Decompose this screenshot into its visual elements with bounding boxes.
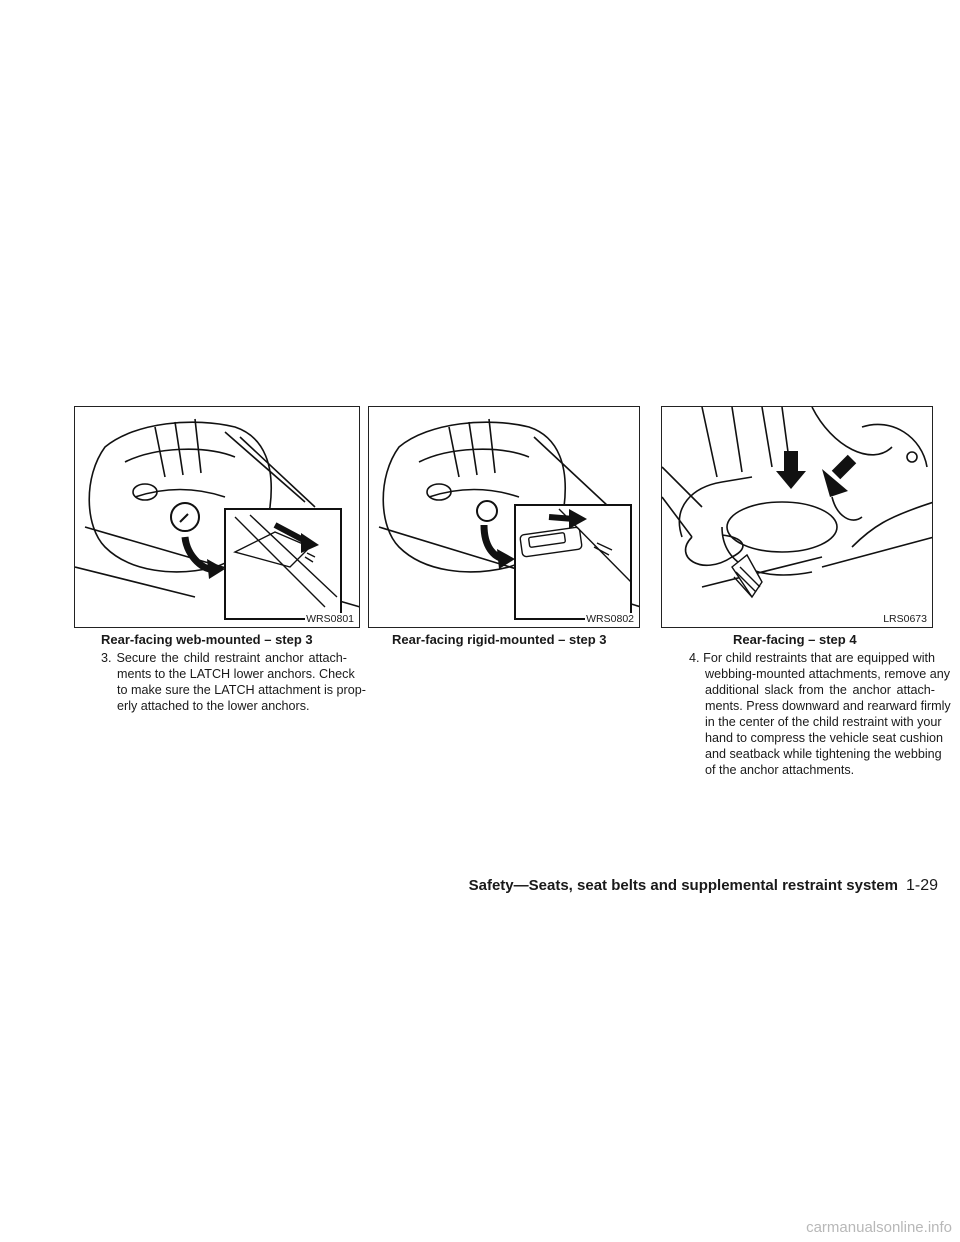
figure-code: LRS0673 [883, 613, 927, 625]
figure-code: WRS0801 [306, 613, 354, 625]
hands-press-child-seat-illustration [662, 407, 933, 628]
text-line: 4. For child restraints that are equipped with [689, 651, 935, 665]
figure-caption-step4: Rear-facing – step 4 [733, 632, 857, 647]
figure-caption-web-mounted: Rear-facing web-mounted – step 3 [101, 632, 313, 647]
text-line: to make sure the LATCH attachment is prop- [117, 683, 366, 697]
child-seat-web-latch-illustration [75, 407, 360, 628]
text-line: erly attached to the lower anchors. [117, 699, 310, 713]
text-line: of the anchor attachments. [705, 763, 855, 777]
watermark: carmanualsonline.info [806, 1219, 952, 1236]
step-3-text [101, 650, 366, 714]
figure-code: WRS0802 [586, 613, 634, 625]
text-line: 3. Secure the child restraint anchor attach- [101, 651, 347, 665]
text-line: ments to the LATCH lower anchors. Check [117, 667, 355, 681]
step-4-text [689, 650, 951, 778]
text-line: webbing-mounted attachments, remove any [705, 667, 951, 681]
figure-caption-rigid-mounted: Rear-facing rigid-mounted – step 3 [392, 632, 607, 647]
figure-press-down [661, 406, 933, 628]
text-line: additional slack from the anchor attach- [705, 683, 935, 697]
page-footer [469, 877, 938, 895]
figure-web-mounted [74, 406, 360, 628]
text-line: and seatback while tightening the webbing [705, 747, 942, 761]
page-number: 1-29 [905, 877, 938, 894]
text-line: in the center of the child restraint with your [705, 715, 942, 729]
figure-rigid-mounted [368, 406, 640, 628]
child-seat-rigid-latch-illustration [369, 407, 640, 628]
text-line: hand to compress the vehicle seat cushion [705, 731, 944, 745]
footer-section-title: Safety—Seats, seat belts and supplemental restraint system [468, 877, 898, 894]
text-line: ments. Press downward and rearward firmly [705, 699, 951, 713]
